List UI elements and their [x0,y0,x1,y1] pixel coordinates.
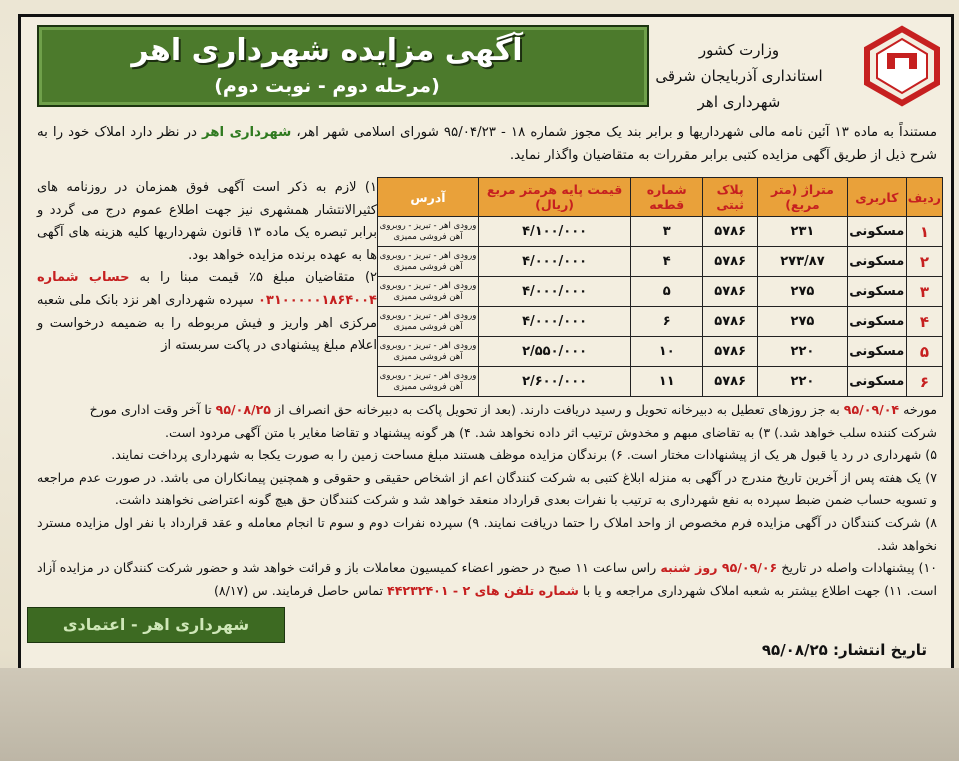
cell-address: ورودی اهر - تبریز - روبروی آهن فروشی ممیزی [378,337,479,367]
cell-lot: ۱۱ [631,367,703,397]
table-row [378,337,943,367]
cell-price: ۴/۰۰۰/۰۰۰ [479,277,631,307]
issuer-block [629,37,849,115]
cell-plaque: ۵۷۸۶ [703,277,758,307]
ad-title: آگهی مزایده شهرداری اهر [131,33,523,68]
issuer-ministry: وزارت کشور [698,41,780,59]
table-header-row [378,178,943,217]
cell-usage: مسکونی [847,367,906,397]
clause-text: تا آخر وقت اداری مورخ [89,402,216,417]
col-usage: کاربری [847,178,906,217]
lots-table [377,177,943,397]
table-row [378,277,943,307]
table-row [378,247,943,277]
opening-date: ۹۵/۰۹/۰۶ روز شنبه [660,560,778,576]
condition-2-cont [37,399,937,422]
cell-usage: مسکونی [847,277,906,307]
cell-lot: ۴ [631,247,703,277]
cell-address: ورودی اهر - تبریز - روبروی آهن فروشی ممیزی [378,307,479,337]
start-date: ۹۵/۰۸/۲۵ [215,402,271,417]
clause-text: به جز روزهای تعطیل به دبیرخانه تحویل و رسید دریافت دارند. (بعد از تحویل پاکت به دبیرخانه حق انصراف از [271,402,844,417]
cell-price: ۴/۰۰۰/۰۰۰ [479,307,631,337]
cell-plaque: ۵۷۸۶ [703,217,758,247]
condition-3-4: شرکت کننده سلب خواهد شد.) ۳) به تقاضای مبهم و مخدوش ترتیب اثر داده نخواهد شد. ۴) هر گونه پیشنهاد و تقاضا مغایر با متن آگهی مردود است. [165,424,937,440]
deadline-date: ۹۵/۰۹/۰۴ [843,402,900,417]
cell-row: ۲ [906,247,942,277]
cell-address: ورودی اهر - تبریز - روبروی آهن فروشی ممیزی [378,367,479,397]
cell-area: ۲۳۱ [758,217,848,247]
intro-paragraph [37,121,937,167]
cell-usage: مسکونی [847,247,906,277]
account-number: حساب شماره ۰۳۱۰۰۰۰۰۱۸۶۴۰۰۴ [37,270,377,308]
clause-text: مورخه [899,402,937,417]
condition-8-9: ۸) شرکت کنندگان در آگهی مزایده فرم مخصوص از واحد املاک را حتما دریافت نمایند. ۹) سپرده نفرات دوم و سوم تا انجام معامله و عقد قرارداد با نفر اول مزایده مسترد نخواهد شد. [37,514,937,553]
col-plaque: پلاک ثبتی [703,178,758,217]
cell-plaque: ۵۷۸۶ [703,367,758,397]
side-conditions [37,177,377,358]
clause-text: تماس حاصل فرمایند. س (۸/۱۷) [213,582,388,598]
cell-area: ۲۷۵ [758,277,848,307]
cell-lot: ۱۰ [631,337,703,367]
phone-numbers: شماره تلفن های ۲ - ۴۴۲۳۲۴۰۱ [387,582,579,598]
cell-lot: ۶ [631,307,703,337]
cell-address: ورودی اهر - تبریز - روبروی آهن فروشی ممیزی [378,217,479,247]
cell-row: ۳ [906,277,942,307]
cell-row: ۶ [906,367,942,397]
cell-row: ۴ [906,307,942,337]
cell-area: ۲۲۰ [758,367,848,397]
cell-plaque: ۵۷۸۶ [703,307,758,337]
condition-2-text: ۲) متقاضیان مبلغ ۵٪ قیمت مبنا را به [129,270,377,286]
cell-lot: ۳ [631,217,703,247]
conditions-body [37,399,937,602]
cell-row: ۱ [906,217,942,247]
cell-price: ۴/۰۰۰/۰۰۰ [479,247,631,277]
col-area: متراژ (متر مربع) [758,178,848,217]
cell-address: ورودی اهر - تبریز - روبروی آهن فروشی ممیزی [378,247,479,277]
condition-10-11 [37,557,937,602]
intro-text-1: مستنداً به ماده ۱۳ آئین نامه مالی شهرداریها و برابر بند یک مجوز شماره ۱۸ - ۹۵/۰۴/۲۳ شورای اسلامی شهر اهر، [291,125,938,140]
publication-date: تاریخ انتشار: ۹۵/۰۸/۲۵ [761,641,927,659]
cell-price: ۲/۶۰۰/۰۰۰ [479,367,631,397]
col-price: قیمت پایه هرمتر مربع (ریال) [479,178,631,217]
cell-area: ۲۷۳/۸۷ [758,247,848,277]
cell-plaque: ۵۷۸۶ [703,247,758,277]
cell-address: ورودی اهر - تبریز - روبروی آهن فروشی ممیزی [378,277,479,307]
cell-plaque: ۵۷۸۶ [703,337,758,367]
cell-price: ۴/۱۰۰/۰۰۰ [479,217,631,247]
cell-lot: ۵ [631,277,703,307]
page-bottom [0,668,959,761]
col-lot: شماره قطعه [631,178,703,217]
issuer-province: استانداری آذربایجان شرقی [655,67,823,85]
col-row: ردیف [906,178,942,217]
cell-usage: مسکونی [847,217,906,247]
condition-7: ۷) یک هفته پس از آخرین تاریخ مندرج در آگهی به منزله ابلاغ کتبی به شرکت کنندگان اعم از اشخاص حقیقی و حقوقی و همچنین پیمانکاران می باشد. در صورت عدم مراجعه و تسویه حساب ضمن ضبط سپرده به نفع شهرداری به ترتیب با نفرات بعدی قرارداد منعقد خواهد شد و شرکت کنندگان حق هیچ گونه اعتراضی نخواهند داشت. [37,469,937,508]
ad-subtitle: (مرحله دوم - نوبت دوم) [214,75,440,97]
condition-2 [37,267,377,357]
issuer-municipality: شهرداری اهر [697,93,781,111]
cell-price: ۲/۵۵۰/۰۰۰ [479,337,631,367]
intro-text-2: در نظر دارد املاک خود را به شرح ذیل از طریق آگهی مزایده کتبی برابر مقررات به متقاضیان واگذار نماید. [37,125,937,163]
cell-usage: مسکونی [847,337,906,367]
cell-area: ۲۷۵ [758,307,848,337]
signature-bar: شهرداری اهر - اعتمادی [27,607,285,643]
condition-5-6: ۵) شهرداری در رد یا قبول هر یک از پیشنهادات مختار است. ۶) برندگان مزایده موظف هستند مبلغ مساحت زمین را به صورت یکجا به شهرداری پرداخت نمایند. [111,447,937,463]
table-row [378,307,943,337]
ad-frame [18,14,954,672]
ad-header [37,25,649,107]
intro-highlight: شهرداری اهر [201,125,292,140]
cell-area: ۲۲۰ [758,337,848,367]
municipality-logo [861,25,943,107]
col-address: آدرس [378,178,479,217]
table-row [378,367,943,397]
condition-1: ۱) لازم به ذکر است آگهی فوق همزمان در روزنامه های کثیرالانتشار همشهری نیز جهت اطلاع عموم درج می گردد و برابر تبصره یک ماده ۱۳ قانون شهرداریها کلیه هزینه های آگهی ها به عهده برنده مزایده خواهد بود. [37,180,377,263]
table-row [378,217,943,247]
cell-usage: مسکونی [847,307,906,337]
clause-text: راس ساعت ۱۱ صبح در حضور اعضاء کمیسیون معاملات باز و قرائت خواهد شد و حضور شرکت کنندگان در مزایده آزاد است. ۱۱) جهت اطلاع بیشتر به شعبه املاک شهرداری مراجعه و یا با [37,560,937,598]
clause-text: ۱۰) پیشنهادات واصله در تاریخ [777,560,938,576]
cell-row: ۵ [906,337,942,367]
condition-2-rest: سپرده شهرداری اهر نزد بانک ملی شعبه مرکزی اهر واریز و فیش مربوطه را به ضمیمه درخواست و اعلام مبلغ پیشنهادی در پاکت سربسته از [37,292,377,354]
